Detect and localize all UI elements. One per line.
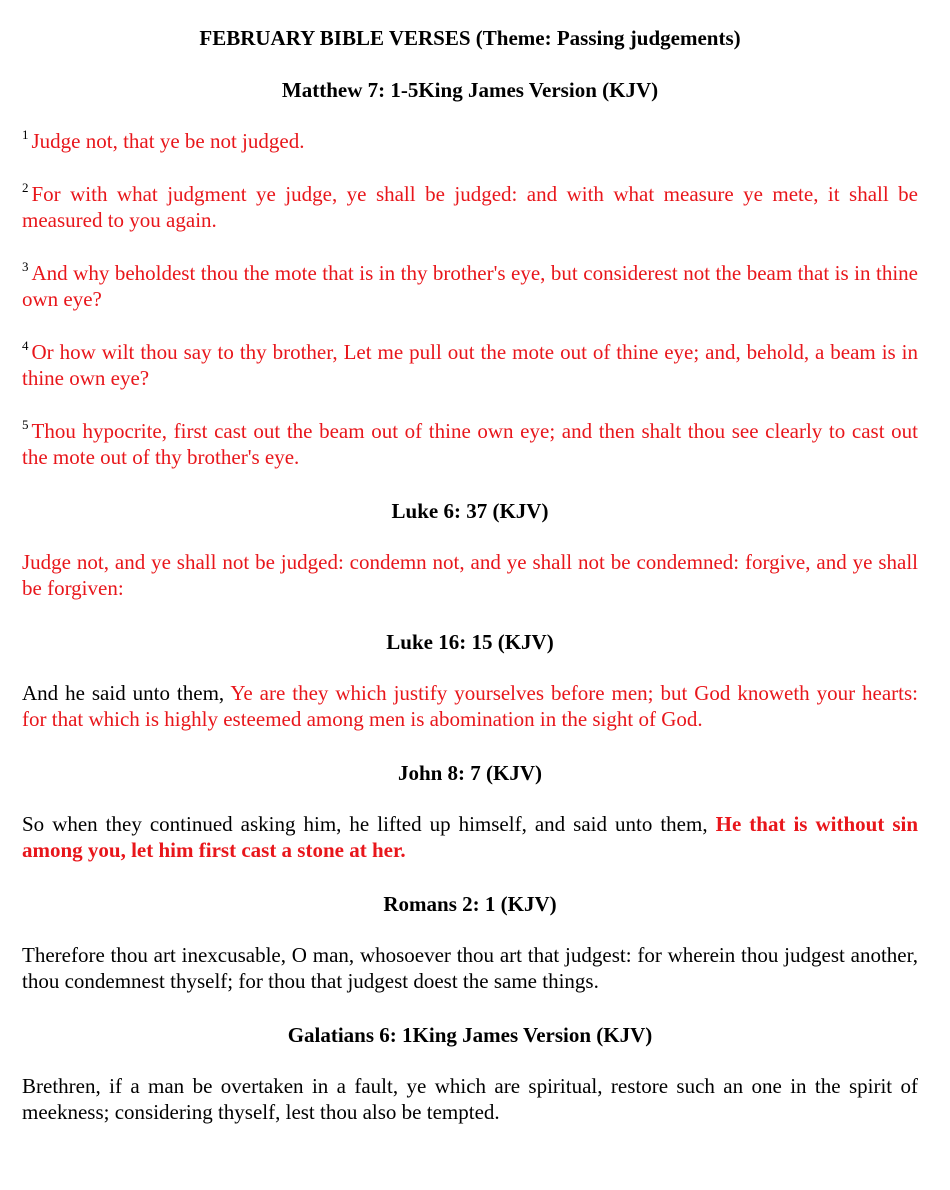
verse-paragraph <box>22 942 918 994</box>
verse-paragraph <box>22 680 918 732</box>
document-title: FEBRUARY BIBLE VERSES (Theme: Passing judgements) <box>199 26 741 50</box>
verse-text: Therefore thou art inexcusable, O man, whosoever thou art that judgest: for wherein thou judgest another, thou condemnest thyself; for thou that judgest doest the same things. <box>22 943 918 993</box>
section-heading-galatians: Galatians 6: 1King James Version (KJV) <box>287 1023 653 1047</box>
document-page <box>22 24 918 1152</box>
verse-text: Judge not, that ye be not judged. <box>31 129 305 153</box>
verse-intro: So when they continued asking him, he lifted up himself, and said unto them, <box>22 812 716 836</box>
verse-paragraph <box>22 1073 918 1125</box>
verse-number: 2 <box>22 180 29 195</box>
verse-paragraph <box>22 260 918 312</box>
verse-paragraph <box>22 549 918 601</box>
verse-number: 1 <box>22 127 29 142</box>
verse-text: For with what judgment ye judge, ye shall be judged: and with what measure ye mete, it shall be measured to you again. <box>22 182 918 232</box>
section-heading-matthew: Matthew 7: 1-5King James Version (KJV) <box>281 78 659 102</box>
verse-paragraph <box>22 811 918 863</box>
verse-paragraph <box>22 128 918 154</box>
verse-paragraph <box>22 339 918 391</box>
section-heading-john: John 8: 7 (KJV) <box>397 761 543 785</box>
verse-paragraph <box>22 418 918 470</box>
section-heading-luke-16: Luke 16: 15 (KJV) <box>386 630 554 654</box>
verse-intro: And he said unto them, <box>22 681 231 705</box>
verse-number: 4 <box>22 338 29 353</box>
verse-text: Thou hypocrite, first cast out the beam out of thine own eye; and then shalt thou see clearly to cast out the mote out of thy brother's eye. <box>22 419 918 469</box>
verse-text: And why beholdest thou the mote that is in thy brother's eye, but considerest not the beam that is in thine own eye? <box>22 261 918 311</box>
verse-text: Or how wilt thou say to thy brother, Let me pull out the mote out of thine eye; and, behold, a beam is in thine own eye? <box>22 340 918 390</box>
verse-paragraph <box>22 181 918 233</box>
verse-quote: Judge not, and ye shall not be judged: condemn not, and ye shall not be condemned: forgive, and ye shall be forgiven: <box>22 550 918 600</box>
verse-number: 3 <box>22 259 29 274</box>
verse-quote: Ye are they which justify yourselves before men; but God knoweth your hearts: for that which is highly esteemed among men is abomination in the sight of God. <box>22 681 919 731</box>
verse-quote: He that is without sin among you, let him first cast a stone at her. <box>22 812 919 862</box>
verse-text: Brethren, if a man be overtaken in a fault, ye which are spiritual, restore such an one in the spirit of meekness; considering thyself, lest thou also be tempted. <box>22 1074 918 1124</box>
section-heading-luke-6: Luke 6: 37 (KJV) <box>391 499 549 523</box>
verse-number: 5 <box>22 417 29 432</box>
section-heading-romans: Romans 2: 1 (KJV) <box>383 892 557 916</box>
